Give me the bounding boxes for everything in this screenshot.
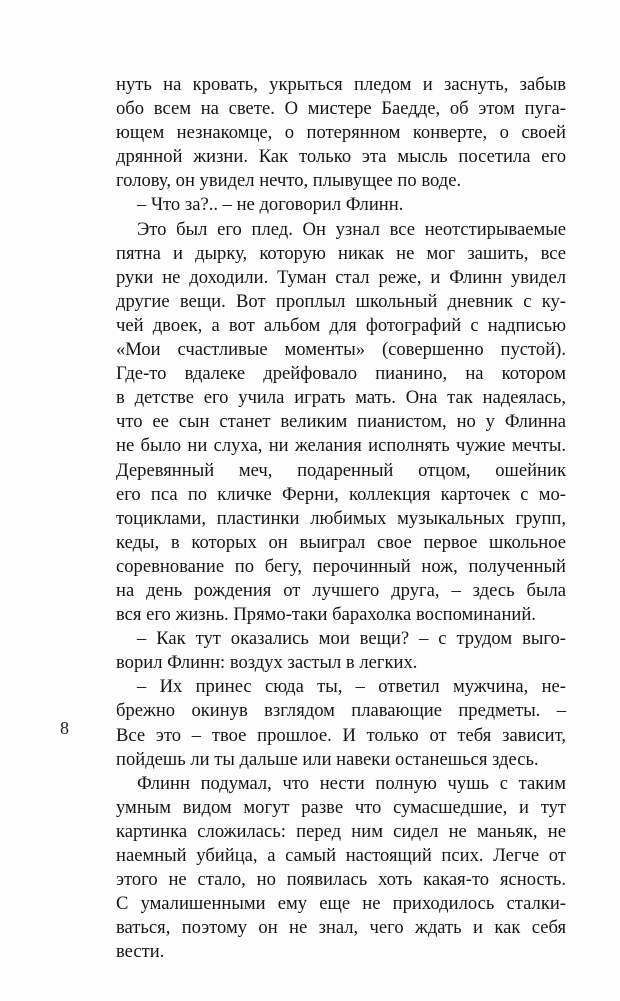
text-line: С умалишенными ему еще не приходилось сталки- (116, 893, 566, 915)
body-text (116, 73, 566, 964)
text-line: вся его жизнь. Прямо-таки барахолка воспоминаний. (116, 604, 536, 626)
text-line: кеды, в которых он выиграл свое первое школьное (116, 531, 566, 553)
text-line: пойдешь ли ты дальше или навеки останешься здесь. (116, 748, 539, 770)
text-line: Это был его плед. Он узнал все неотстирываемые (137, 218, 566, 240)
text-line: Деревянный меч, подаренный отцом, ошейник (116, 459, 566, 481)
text-line: наемный убийца, а самый настоящий псих. Легче от (116, 845, 566, 866)
page-number: 8 (60, 718, 69, 738)
text-line: тоциклами, пластинки любимых музыкальных групп, (116, 507, 566, 529)
text-line: его пса по кличке Ферни, коллекция карточек с мо- (116, 483, 566, 505)
text-line: соревнование по бегу, перочинный нож, полученный (116, 555, 566, 577)
text-line: другие вещи. Вот проплыл школьный дневник с ку- (116, 290, 566, 312)
text-line: голову, он увидел нечто, плывущее по воде. (116, 170, 462, 192)
text-line: – Как тут оказались мои вещи? – с трудом выго- (137, 628, 566, 650)
text-line: – Их принес сюда ты, – ответил мужчина, не- (137, 676, 566, 698)
text-line: вести. (116, 941, 165, 963)
text-line: нуть на кровать, укрыться пледом и заснуть, забыв (116, 74, 566, 95)
text-line: «Мои счастливые моменты» (совершенно пустой). (116, 339, 566, 361)
text-line: руки не доходили. Туман стал реже, и Флинн увидел (116, 266, 566, 288)
text-line: в детстве его учила играть мать. Она так надеялась, (116, 387, 566, 409)
text-line: пятна и дырку, которую никак не мог зашить, все (116, 242, 566, 264)
text-line: Флинн подумал, что нести полную чушь с таким (137, 772, 566, 794)
text-line: картинка сложилась: перед ним сидел не маньяк, не (116, 820, 566, 842)
text-line: чей двоек, а вот альбом для фотографий с надписью (116, 314, 566, 336)
text-line: обо всем на свете. О мистере Баедде, об этом пуга- (116, 98, 566, 120)
text-line: ворил Флинн: воздух застыл в легких. (116, 652, 418, 674)
text-line: ваться, поэтому он не знал, чего ждать и как себя (116, 917, 566, 939)
text-line: ющем незнакомце, о потерянном конверте, о своей (116, 122, 566, 144)
text-line: брежно окинув взглядом плавающие предметы. – (116, 700, 566, 722)
text-line: что ее сын станет великим пианистом, но у Флинна (116, 411, 566, 433)
text-line: Все это – твое прошлое. И только от тебя зависит, (116, 724, 566, 746)
text-line: на день рождения от лучшего друга, – здесь была (116, 579, 566, 601)
text-line: этого не стало, но появилась хоть какая-то ясность. (116, 869, 566, 891)
text-line: не было ни слуха, ни желания исполнять чужие мечты. (116, 435, 566, 457)
text-line: дрянной жизни. Как только эта мысль посетила его (116, 146, 566, 168)
text-line: Где-то вдалеке дрейфовало пианино, на котором (116, 363, 566, 385)
text-line: – Что за?.. – не договорил Флинн. (137, 194, 404, 216)
text-line: умным видом могут разве что сумасшедшие, и тут (116, 796, 566, 818)
